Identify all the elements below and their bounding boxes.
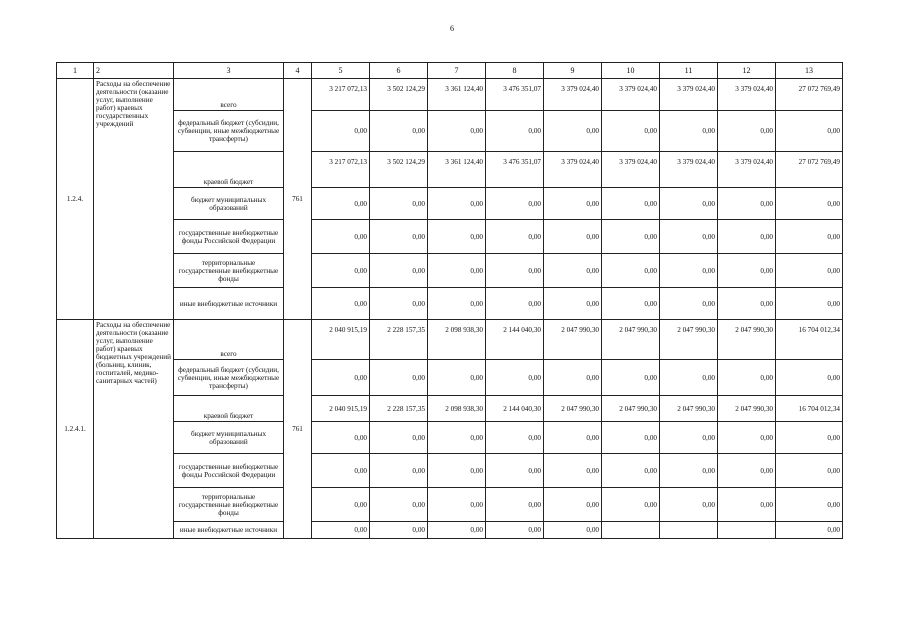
value-cell: 0,00 xyxy=(544,111,602,152)
value-cell: 0,00 xyxy=(544,288,602,320)
value-cell xyxy=(718,522,776,539)
value-cell: 0,00 xyxy=(660,360,718,396)
value-cell: 0,00 xyxy=(486,488,544,522)
value-cell: 0,00 xyxy=(486,220,544,254)
value-cell xyxy=(660,522,718,539)
table-row xyxy=(57,454,843,488)
value-cell: 0,00 xyxy=(718,360,776,396)
funding-source: краевой бюджет xyxy=(174,396,284,422)
value-cell: 0,00 xyxy=(602,220,660,254)
value-cell: 0,00 xyxy=(312,220,370,254)
value-cell: 0,00 xyxy=(370,454,428,488)
value-cell: 0,00 xyxy=(718,488,776,522)
value-cell: 0,00 xyxy=(776,288,843,320)
value-cell: 0,00 xyxy=(660,422,718,454)
header-cell: 10 xyxy=(602,63,660,79)
value-cell: 0,00 xyxy=(544,422,602,454)
value-cell: 0,00 xyxy=(428,188,486,220)
table-row xyxy=(57,254,843,288)
value-cell: 0,00 xyxy=(718,288,776,320)
value-cell: 27 072 769,49 xyxy=(776,152,843,188)
value-cell: 2 047 990,30 xyxy=(718,320,776,360)
value-cell: 0,00 xyxy=(428,111,486,152)
value-cell: 0,00 xyxy=(312,188,370,220)
value-cell: 0,00 xyxy=(718,454,776,488)
value-cell: 2 047 990,30 xyxy=(718,396,776,422)
funding-source: иные внебюджетные источники xyxy=(174,288,284,320)
value-cell: 3 379 024,40 xyxy=(718,152,776,188)
value-cell: 0,00 xyxy=(370,488,428,522)
value-cell: 0,00 xyxy=(486,360,544,396)
funding-source: территориальные государственные внебюджетные фонды xyxy=(174,254,284,288)
table-row xyxy=(57,79,843,111)
value-cell: 0,00 xyxy=(370,288,428,320)
value-cell: 3 379 024,40 xyxy=(660,79,718,111)
value-cell: 0,00 xyxy=(718,220,776,254)
funding-source: бюджет муниципальных образований xyxy=(174,188,284,220)
header-cell: 6 xyxy=(370,63,428,79)
value-cell: 0,00 xyxy=(486,288,544,320)
value-cell: 0,00 xyxy=(544,360,602,396)
header-cell: 12 xyxy=(718,63,776,79)
item-name: Расходы на обеспечение деятельности (оказание услуг, выполнение работ) краевых бюджетных учреждений (больниц, клиник, госпиталей, медико-санитарных частей) xyxy=(94,320,174,539)
table-row xyxy=(57,288,843,320)
value-cell: 3 476 351,07 xyxy=(486,79,544,111)
value-cell: 0,00 xyxy=(312,422,370,454)
value-cell: 0,00 xyxy=(660,488,718,522)
value-cell: 0,00 xyxy=(776,522,843,539)
value-cell: 3 217 072,13 xyxy=(312,152,370,188)
page-number: 6 xyxy=(450,24,454,33)
value-cell: 0,00 xyxy=(544,254,602,288)
item-code: 1.2.4.1. xyxy=(57,320,94,539)
administrator-code: 761 xyxy=(284,320,312,539)
header-row xyxy=(57,63,843,79)
value-cell: 3 379 024,40 xyxy=(660,152,718,188)
value-cell: 3 379 024,40 xyxy=(602,79,660,111)
value-cell: 0,00 xyxy=(602,454,660,488)
value-cell: 0,00 xyxy=(602,111,660,152)
value-cell: 0,00 xyxy=(544,488,602,522)
value-cell: 3 379 024,40 xyxy=(544,79,602,111)
funding-source: всего xyxy=(174,79,284,111)
value-cell: 3 217 072,13 xyxy=(312,79,370,111)
value-cell: 0,00 xyxy=(486,188,544,220)
value-cell: 0,00 xyxy=(428,360,486,396)
value-cell: 0,00 xyxy=(312,488,370,522)
value-cell: 3 361 124,40 xyxy=(428,152,486,188)
value-cell: 2 098 938,30 xyxy=(428,320,486,360)
value-cell: 0,00 xyxy=(312,522,370,539)
value-cell: 0,00 xyxy=(602,488,660,522)
value-cell: 0,00 xyxy=(428,454,486,488)
value-cell: 2 047 990,30 xyxy=(602,396,660,422)
value-cell: 3 502 124,29 xyxy=(370,152,428,188)
value-cell: 0,00 xyxy=(718,422,776,454)
header-cell: 8 xyxy=(486,63,544,79)
value-cell: 0,00 xyxy=(428,254,486,288)
value-cell: 2 228 157,35 xyxy=(370,320,428,360)
value-cell: 0,00 xyxy=(312,288,370,320)
value-cell: 0,00 xyxy=(428,288,486,320)
value-cell: 0,00 xyxy=(486,111,544,152)
value-cell: 3 379 024,40 xyxy=(602,152,660,188)
value-cell: 0,00 xyxy=(312,254,370,288)
value-cell: 0,00 xyxy=(776,188,843,220)
header-cell: 9 xyxy=(544,63,602,79)
value-cell: 0,00 xyxy=(428,488,486,522)
value-cell xyxy=(602,522,660,539)
header-cell: 11 xyxy=(660,63,718,79)
table-row xyxy=(57,188,843,220)
value-cell: 3 379 024,40 xyxy=(718,79,776,111)
value-cell: 0,00 xyxy=(370,360,428,396)
value-cell: 0,00 xyxy=(718,188,776,220)
administrator-code: 761 xyxy=(284,79,312,320)
value-cell: 0,00 xyxy=(370,220,428,254)
table-row xyxy=(57,220,843,254)
header-cell: 5 xyxy=(312,63,370,79)
value-cell: 2 144 040,30 xyxy=(486,396,544,422)
table-row xyxy=(57,488,843,522)
value-cell: 0,00 xyxy=(312,111,370,152)
value-cell: 0,00 xyxy=(544,454,602,488)
funding-source: государственные внебюджетные фонды Российской Федерации xyxy=(174,454,284,488)
funding-source: федеральный бюджет (субсидии, субвенции, иные межбюджетные трансферты) xyxy=(174,111,284,152)
value-cell: 0,00 xyxy=(776,111,843,152)
table-row xyxy=(57,396,843,422)
funding-source: всего xyxy=(174,320,284,360)
value-cell: 2 040 915,19 xyxy=(312,320,370,360)
value-cell: 16 704 012,34 xyxy=(776,320,843,360)
item-code: 1.2.4. xyxy=(57,79,94,320)
value-cell: 0,00 xyxy=(718,254,776,288)
value-cell: 2 098 938,30 xyxy=(428,396,486,422)
funding-source: государственные внебюджетные фонды Российской Федерации xyxy=(174,220,284,254)
value-cell: 0,00 xyxy=(660,220,718,254)
value-cell: 0,00 xyxy=(602,360,660,396)
value-cell: 0,00 xyxy=(370,188,428,220)
value-cell: 3 361 124,40 xyxy=(428,79,486,111)
funding-source: иные внебюджетные источники xyxy=(174,522,284,539)
value-cell: 16 704 012,34 xyxy=(776,396,843,422)
value-cell: 2 047 990,30 xyxy=(544,320,602,360)
value-cell: 0,00 xyxy=(544,188,602,220)
value-cell: 2 228 157,35 xyxy=(370,396,428,422)
value-cell: 0,00 xyxy=(486,454,544,488)
budget-table xyxy=(56,62,843,539)
table-row xyxy=(57,111,843,152)
value-cell: 0,00 xyxy=(428,422,486,454)
value-cell: 0,00 xyxy=(486,422,544,454)
table-row xyxy=(57,152,843,188)
value-cell: 0,00 xyxy=(660,254,718,288)
header-cell: 7 xyxy=(428,63,486,79)
value-cell: 0,00 xyxy=(544,522,602,539)
value-cell: 3 379 024,40 xyxy=(544,152,602,188)
value-cell: 0,00 xyxy=(660,188,718,220)
value-cell: 3 502 124,29 xyxy=(370,79,428,111)
funding-source: федеральный бюджет (субсидии, субвенции, иные межбюджетные трансферты) xyxy=(174,360,284,396)
header-cell: 2 xyxy=(94,63,174,79)
value-cell: 0,00 xyxy=(370,111,428,152)
header-cell: 4 xyxy=(284,63,312,79)
value-cell: 0,00 xyxy=(544,220,602,254)
value-cell: 0,00 xyxy=(602,288,660,320)
table-row xyxy=(57,522,843,539)
header-cell: 13 xyxy=(776,63,843,79)
value-cell: 0,00 xyxy=(776,254,843,288)
value-cell: 0,00 xyxy=(370,254,428,288)
value-cell: 0,00 xyxy=(776,454,843,488)
value-cell: 0,00 xyxy=(602,254,660,288)
value-cell: 0,00 xyxy=(776,422,843,454)
value-cell: 0,00 xyxy=(370,422,428,454)
table-body xyxy=(57,63,843,539)
value-cell: 2 047 990,30 xyxy=(544,396,602,422)
value-cell: 0,00 xyxy=(602,188,660,220)
value-cell: 0,00 xyxy=(428,522,486,539)
value-cell: 0,00 xyxy=(660,454,718,488)
value-cell: 0,00 xyxy=(428,220,486,254)
value-cell: 2 047 990,30 xyxy=(660,320,718,360)
table-row xyxy=(57,320,843,360)
value-cell: 0,00 xyxy=(660,288,718,320)
header-cell: 3 xyxy=(174,63,284,79)
table-row xyxy=(57,422,843,454)
value-cell: 2 040 915,19 xyxy=(312,396,370,422)
value-cell: 0,00 xyxy=(486,254,544,288)
value-cell: 3 476 351,07 xyxy=(486,152,544,188)
value-cell: 0,00 xyxy=(718,111,776,152)
value-cell: 0,00 xyxy=(776,488,843,522)
value-cell: 0,00 xyxy=(486,522,544,539)
value-cell: 0,00 xyxy=(312,360,370,396)
value-cell: 0,00 xyxy=(660,111,718,152)
value-cell: 0,00 xyxy=(776,360,843,396)
table-row xyxy=(57,360,843,396)
header-cell: 1 xyxy=(57,63,94,79)
funding-source: территориальные государственные внебюджетные фонды xyxy=(174,488,284,522)
item-name: Расходы на обеспечение деятельности (оказание услуг, выполнение работ) краевых государственных учреждений xyxy=(94,79,174,320)
value-cell: 2 047 990,30 xyxy=(660,396,718,422)
funding-source: бюджет муниципальных образований xyxy=(174,422,284,454)
value-cell: 0,00 xyxy=(602,422,660,454)
value-cell: 0,00 xyxy=(370,522,428,539)
value-cell: 2 047 990,30 xyxy=(602,320,660,360)
value-cell: 0,00 xyxy=(776,220,843,254)
value-cell: 27 072 769,49 xyxy=(776,79,843,111)
value-cell: 0,00 xyxy=(312,454,370,488)
funding-source: краевой бюджет xyxy=(174,152,284,188)
value-cell: 2 144 040,30 xyxy=(486,320,544,360)
